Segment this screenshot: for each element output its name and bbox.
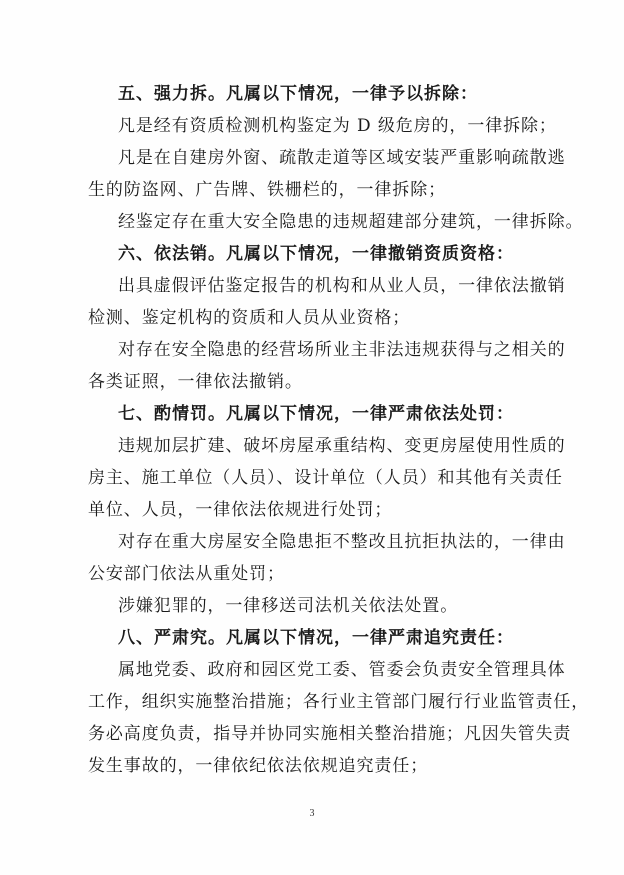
body-line: 检测、鉴定机构的资质和人员从业资格；	[88, 308, 411, 328]
section-heading-5: 五、强力拆。凡属以下情况，一律予以拆除：	[118, 84, 478, 104]
section-heading-8: 八、严肃究。凡属以下情况，一律严肃追究责任：	[118, 628, 514, 648]
document-body	[88, 78, 590, 782]
body-line: 务必高度负责，指导并协同实施相关整治措施；凡因失管失责	[88, 724, 572, 744]
body-line: 各类证照，一律依法撤销。	[88, 372, 303, 392]
body-line: 工作，组织实施整治措施；各行业主管部门履行行业监管责任，	[88, 692, 590, 712]
page-number: 3	[309, 808, 315, 819]
section-heading-7: 七、酌情罚。凡属以下情况，一律严肃依法处罚：	[118, 404, 514, 424]
body-line: 违规加层扩建、破坏房屋承重结构、变更房屋使用性质的	[118, 436, 566, 456]
body-line: 凡是经有资质检测机构鉴定为 D 级危房的，一律拆除；	[118, 116, 557, 136]
body-line: 涉嫌犯罪的，一律移送司法机关依法处置。	[118, 596, 459, 616]
body-line: 经鉴定存在重大安全隐患的违规超建部分建筑，一律拆除。	[118, 212, 584, 232]
body-line: 对存在重大房屋安全隐患拒不整改且抗拒执法的，一律由	[118, 532, 566, 552]
body-line: 凡是在自建房外窗、疏散走道等区域安装严重影响疏散逃	[118, 148, 566, 168]
body-line: 房主、施工单位（人员）、设计单位（人员）和其他有关责任	[88, 468, 563, 488]
body-line: 属地党委、政府和园区党工委、管委会负责安全管理具体	[118, 660, 566, 680]
section-heading-6: 六、依法销。凡属以下情况，一律撤销资质资格：	[118, 244, 514, 264]
body-line: 公安部门依法从重处罚；	[88, 564, 285, 584]
body-line: 出具虚假评估鉴定报告的机构和从业人员，一律依法撤销	[118, 276, 566, 296]
body-line: 对存在安全隐患的经营场所业主非法违规获得与之相关的	[118, 340, 566, 360]
body-line: 单位、人员，一律依法依规进行处罚；	[88, 500, 393, 520]
body-line: 生的防盗网、广告牌、铁栅栏的，一律拆除；	[88, 180, 446, 200]
body-line: 发生事故的，一律依纪依法依规追究责任；	[88, 756, 429, 776]
